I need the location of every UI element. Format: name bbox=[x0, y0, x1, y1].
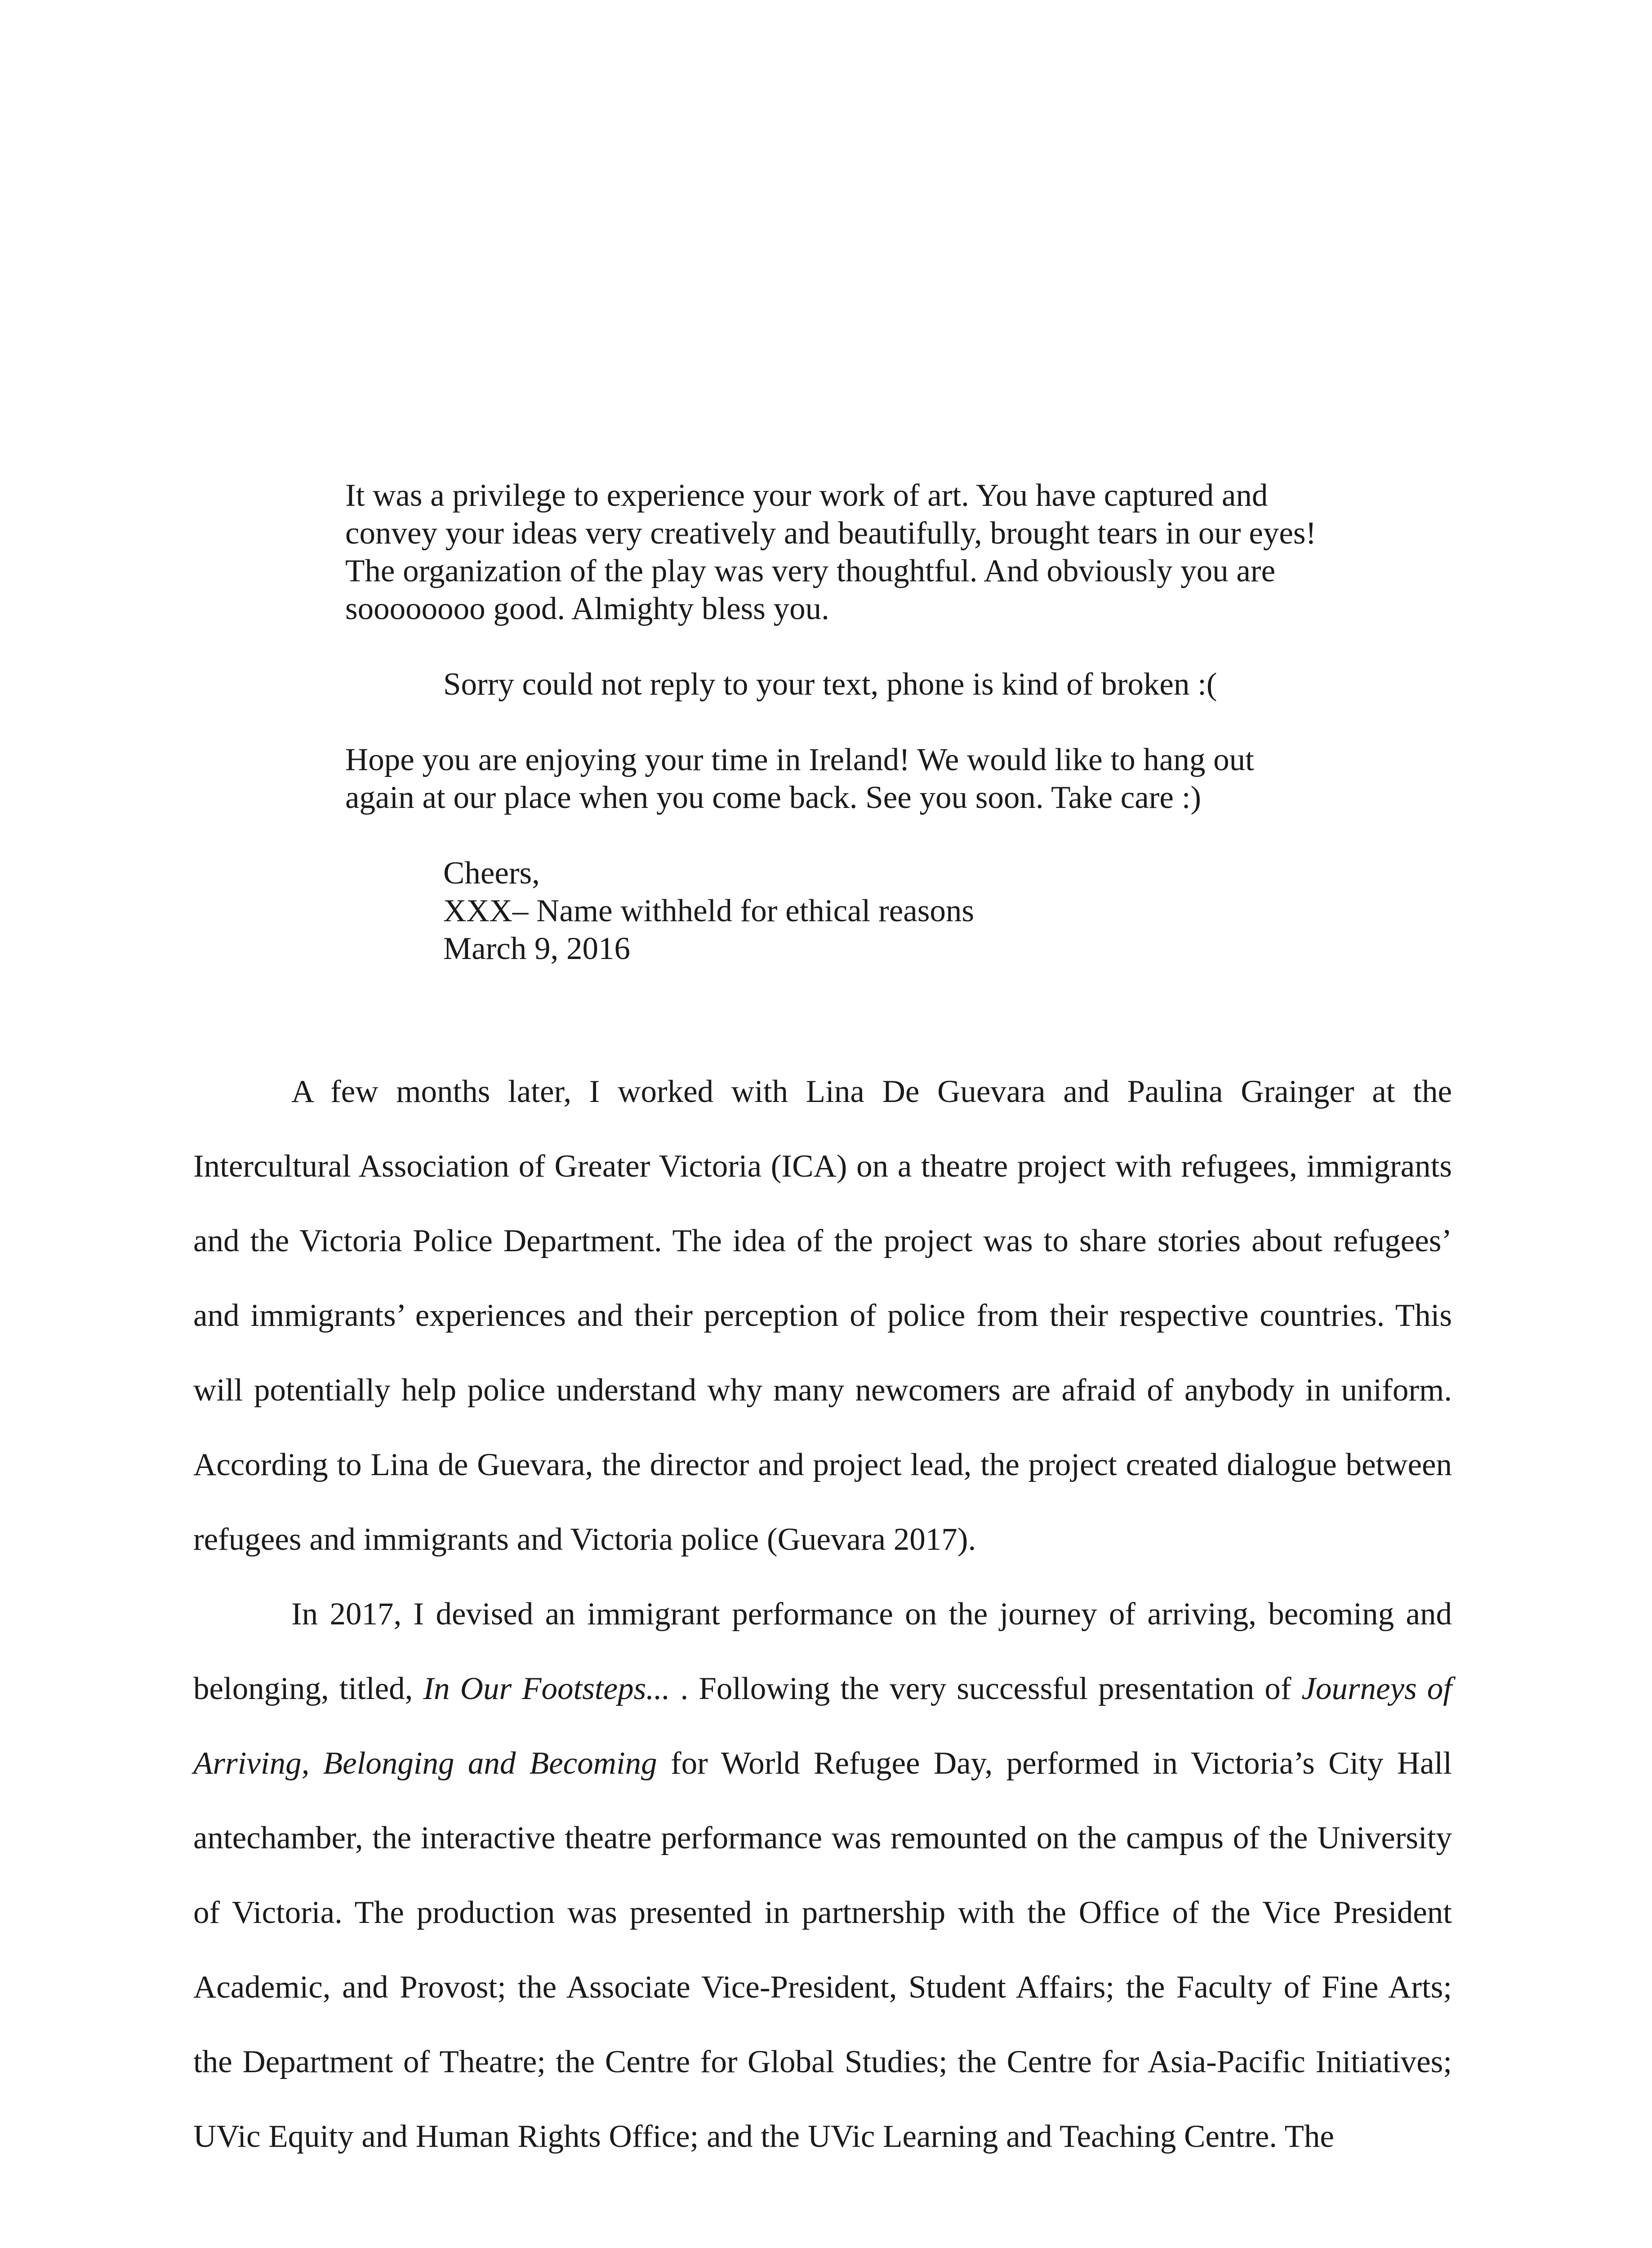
letter-paragraph-1: It was a privilege to experience your work of art. You have captured and convey your ideas very creatively and beautifully, brought tears in our eyes! The organization of the play was very thoughtful. And obviously you are soooooooo good. Almighty bless you. bbox=[345, 478, 1317, 626]
signoff-name: XXX– Name withheld for ethical reasons bbox=[443, 893, 974, 928]
work-title-in-our-footsteps: In Our Footsteps... bbox=[423, 1671, 670, 1706]
quoted-letter bbox=[345, 477, 1321, 968]
letter-signoff bbox=[345, 854, 1321, 968]
body-text bbox=[193, 1054, 1452, 2174]
body-paragraph-1: A few months later, I worked with Lina De Guevara and Paulina Grainger at the Intercultural Association of Greater Victoria (ICA) on a theatre project with refugees, immigrants and the Victoria Police Department. The idea of the project was to share stories about refugees’ and immigrants’ experiences and their perception of police from their respective countries. This will potentially help police understand why many newcomers are afraid of anybody in uniform. According to Lina de Guevara, the director and project lead, the project created dialogue between refugees and immigrants and Victoria police (Guevara 2017). bbox=[193, 1074, 1452, 1557]
letter-paragraph-2: Sorry could not reply to your text, phone is kind of broken :( bbox=[443, 667, 1217, 702]
signoff-greeting: Cheers, bbox=[443, 856, 540, 891]
signoff-date: March 9, 2016 bbox=[443, 931, 631, 966]
letter-paragraph-3: Hope you are enjoying your time in Ireland! We would like to hang out again at our place when you come back. See you soon. Take care :) bbox=[345, 742, 1254, 815]
body-paragraph-2-part-1: In 2017, I devised an immigrant performance on the journey of arriving, becoming and belonging, titled, bbox=[193, 1597, 1452, 1706]
body-paragraph-2-part-3: for World Refugee Day, performed in Victoria’s City Hall antechamber, the interactive theatre performance was remounted on the campus of the University of Victoria. The production was presented in partnership with the Office of the Vice President Academic, and Provost; the Associate Vice-President, Student Affairs; the Faculty of Fine Arts; the Department of Theatre; the Centre for Global Studies; the Centre for Asia-Pacific Initiatives; UVic Equity and Human Rights Office; and the UVic Learning and Teaching Centre. The bbox=[193, 1746, 1452, 2154]
body-paragraph-2 bbox=[193, 1577, 1452, 2174]
body-paragraph-2-part-2: . Following the very successful presentation of bbox=[670, 1671, 1302, 1706]
work-title-journeys: Journeys of Arriving, Belonging and Becoming bbox=[193, 1671, 1452, 1781]
